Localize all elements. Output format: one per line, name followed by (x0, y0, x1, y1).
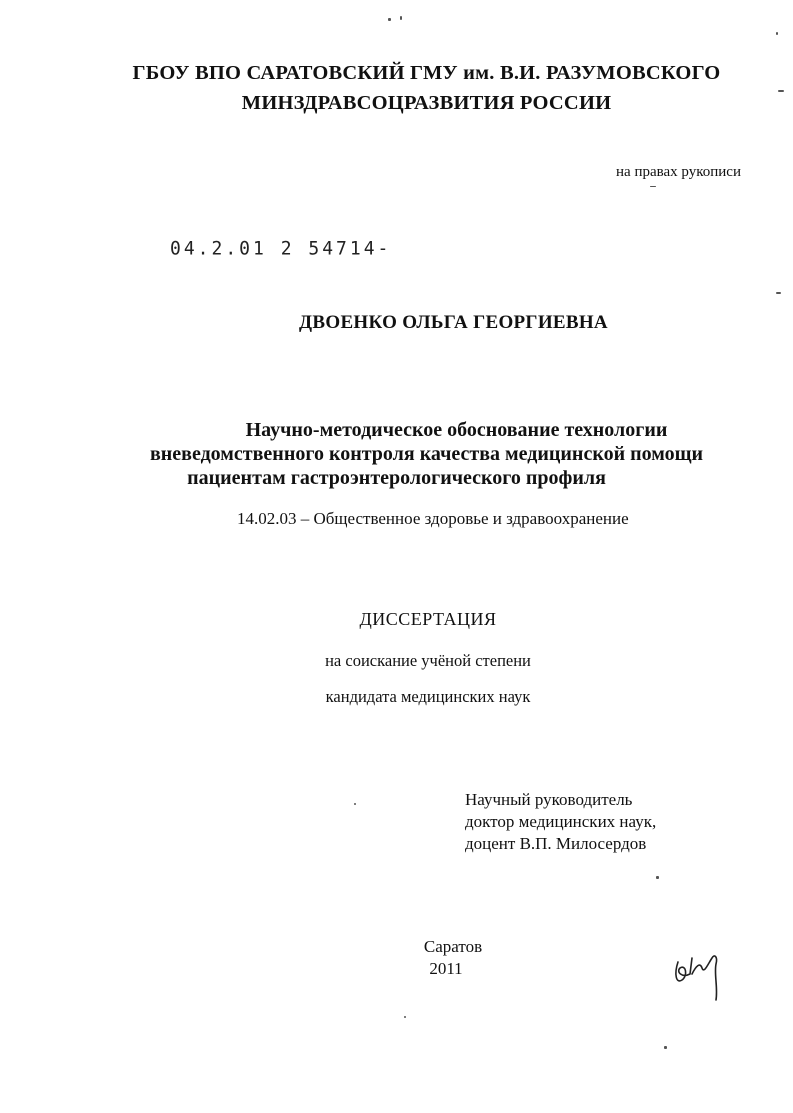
scan-speck (388, 18, 391, 21)
registration-stamp-number: 04.2.01 2 54714- (170, 237, 392, 260)
scan-speck (776, 32, 778, 35)
degree-line-1: на соискание учёной степени (325, 651, 531, 670)
scan-speck (656, 876, 659, 879)
institution-line-1: ГБОУ ВПО САРАТОВСКИЙ ГМУ им. В.И. РАЗУМОВСКОГО (132, 62, 721, 84)
dissertation-title-line-1: Научно-методическое обоснование технологии (245, 419, 668, 441)
institution-line-2: МИНЗДРАВСОЦРАЗВИТИЯ РОССИИ (241, 92, 612, 114)
scan-speck (778, 90, 784, 92)
supervisor-line-3: доцент В.П. Милосердов (465, 834, 647, 853)
scan-speck (404, 1016, 406, 1018)
document-type: ДИССЕРТАЦИЯ (359, 609, 497, 629)
scan-speck (776, 292, 781, 294)
author-name: ДВОЕНКО ОЛЬГА ГЕОРГИЕВНА (299, 312, 608, 333)
dissertation-title-line-2: вневедомственного контроля качества медицинской помощи (149, 443, 704, 465)
supervisor-line-1: Научный руководитель (465, 790, 633, 809)
specialty-code: 14.02.03 – Общественное здоровье и здравоохранение (237, 509, 629, 528)
city: Саратов (423, 937, 483, 956)
manuscript-note: на правах рукописи (616, 164, 741, 180)
scan-speck (354, 803, 356, 805)
scan-speck (664, 1046, 667, 1049)
degree-line-2: кандидата медицинских наук (325, 687, 531, 706)
dissertation-title-line-3: пациентам гастроэнтерологического профиля (187, 467, 606, 489)
supervisor-line-2: доктор медицинских наук, (465, 812, 657, 831)
year: 2011 (429, 959, 463, 978)
handwritten-signature (668, 944, 732, 1008)
scan-speck (650, 186, 656, 187)
scan-speck (400, 16, 402, 20)
